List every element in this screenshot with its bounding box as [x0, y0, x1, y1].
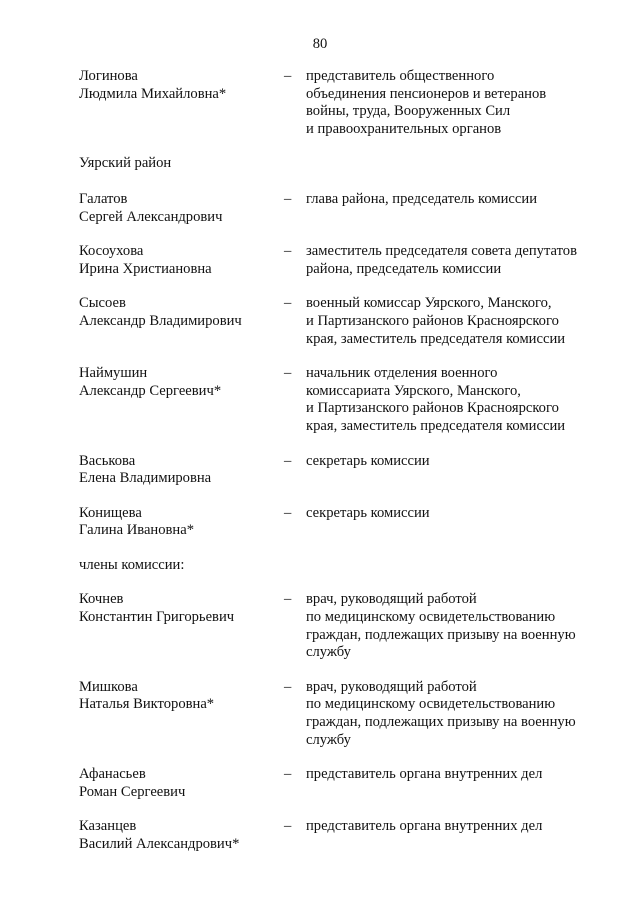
- role-line: края, заместитель председателя комиссии: [306, 417, 566, 434]
- surname: Конищева: [79, 504, 142, 521]
- role-line: службу: [306, 731, 351, 748]
- role-line: начальник отделения военного: [306, 365, 498, 382]
- surname: Мишкова: [79, 678, 138, 695]
- list-item: [79, 591, 599, 661]
- dash: –: [284, 295, 292, 312]
- role-line: района, председатель комиссии: [306, 260, 502, 277]
- commission-list: [79, 68, 599, 854]
- role-line: граждан, подлежащих призыву на военную: [306, 626, 576, 643]
- member-role: [306, 818, 599, 836]
- role-line: врач, руководящий работой: [306, 678, 477, 695]
- role-line: по медицинскому освидетельствованию: [306, 609, 556, 626]
- given-names: Роман Сергеевич: [79, 783, 186, 800]
- dash: –: [284, 365, 292, 382]
- member-name: [79, 243, 284, 278]
- given-names: Сергей Александрович: [79, 208, 223, 225]
- role-line: представитель общественного: [306, 68, 495, 84]
- role-line: и Партизанского районов Красноярского: [306, 400, 559, 417]
- surname: Сысоев: [79, 295, 126, 312]
- member-name: [79, 295, 284, 330]
- dash: –: [284, 678, 292, 695]
- member-name: [79, 679, 284, 714]
- member-name: [79, 505, 284, 540]
- district-heading: Уярский район: [79, 155, 172, 172]
- role-line: и правоохранительных органов: [306, 120, 502, 137]
- dash: –: [284, 504, 292, 521]
- member-role: [306, 679, 599, 749]
- surname: Логинова: [79, 68, 138, 84]
- list-item: [79, 68, 599, 138]
- member-role: [306, 365, 599, 435]
- surname: Косоухова: [79, 243, 144, 260]
- role-line: врач, руководящий работой: [306, 591, 477, 608]
- member-name: [79, 365, 284, 400]
- member-role: [306, 243, 599, 278]
- given-names: Константин Григорьевич: [79, 609, 235, 626]
- given-names: Александр Владимирович: [79, 312, 242, 329]
- role-line: заместитель председателя совета депутатов: [306, 243, 577, 260]
- surname: Кочнев: [79, 591, 124, 608]
- list-item: [79, 243, 599, 278]
- surname: Наймушин: [79, 365, 148, 382]
- role-line: объединения пенсионеров и ветеранов: [306, 85, 547, 102]
- role-line: глава района, председатель комиссии: [306, 190, 538, 207]
- dash: –: [284, 766, 292, 783]
- role-line: представитель органа внутренних дел: [306, 766, 543, 783]
- given-names: Наталья Викторовна*: [79, 696, 215, 713]
- role-line: представитель органа внутренних дел: [306, 818, 543, 835]
- list-item: [79, 191, 599, 226]
- member-name: [79, 191, 284, 226]
- given-names: Василий Александрович*: [79, 836, 240, 852]
- member-role: [306, 453, 599, 471]
- role-line: войны, труда, Вооруженных Сил: [306, 103, 511, 120]
- member-role: [306, 68, 599, 138]
- member-name: [79, 818, 284, 853]
- list-item: [79, 818, 599, 853]
- member-role: [306, 191, 599, 209]
- member-role: [306, 591, 599, 661]
- role-line: по медицинскому освидетельствованию: [306, 696, 556, 713]
- list-item: [79, 295, 599, 348]
- dash: –: [284, 452, 292, 469]
- role-line: края, заместитель председателя комиссии: [306, 330, 566, 347]
- role-line: службу: [306, 644, 351, 661]
- surname: Афанасьев: [79, 766, 146, 783]
- surname: Галатов: [79, 190, 128, 207]
- role-line: и Партизанского районов Красноярского: [306, 312, 559, 329]
- page-number: 80: [312, 36, 328, 52]
- role-line: военный комиссар Уярского, Манского,: [306, 295, 552, 312]
- surname: Казанцев: [79, 818, 137, 835]
- given-names: Ирина Христиановна: [79, 260, 212, 277]
- role-line: секретарь комиссии: [306, 504, 430, 521]
- role-line: комиссариата Уярского, Манского,: [306, 382, 521, 399]
- dash: –: [284, 68, 292, 84]
- role-line: граждан, подлежащих призыву на военную: [306, 714, 576, 731]
- given-names: Александр Сергеевич*: [79, 382, 222, 399]
- given-names: Галина Ивановна*: [79, 522, 195, 539]
- given-names: Людмила Михайловна*: [79, 85, 227, 102]
- dash: –: [284, 243, 292, 260]
- list-item: [79, 679, 599, 749]
- dash: –: [284, 818, 292, 835]
- list-item: [79, 365, 599, 435]
- member-name: [79, 68, 284, 103]
- member-name: [79, 766, 284, 801]
- role-line: секретарь комиссии: [306, 452, 430, 469]
- member-role: [306, 295, 599, 348]
- member-name: [79, 591, 284, 626]
- surname: Васькова: [79, 452, 136, 469]
- member-role: [306, 505, 599, 523]
- dash: –: [284, 190, 292, 207]
- given-names: Елена Владимировна: [79, 470, 212, 487]
- member-name: [79, 453, 284, 488]
- list-item: [79, 453, 599, 488]
- member-role: [306, 766, 599, 784]
- list-item: [79, 505, 599, 540]
- dash: –: [284, 591, 292, 608]
- members-heading: члены комиссии:: [79, 556, 185, 573]
- list-item: [79, 766, 599, 801]
